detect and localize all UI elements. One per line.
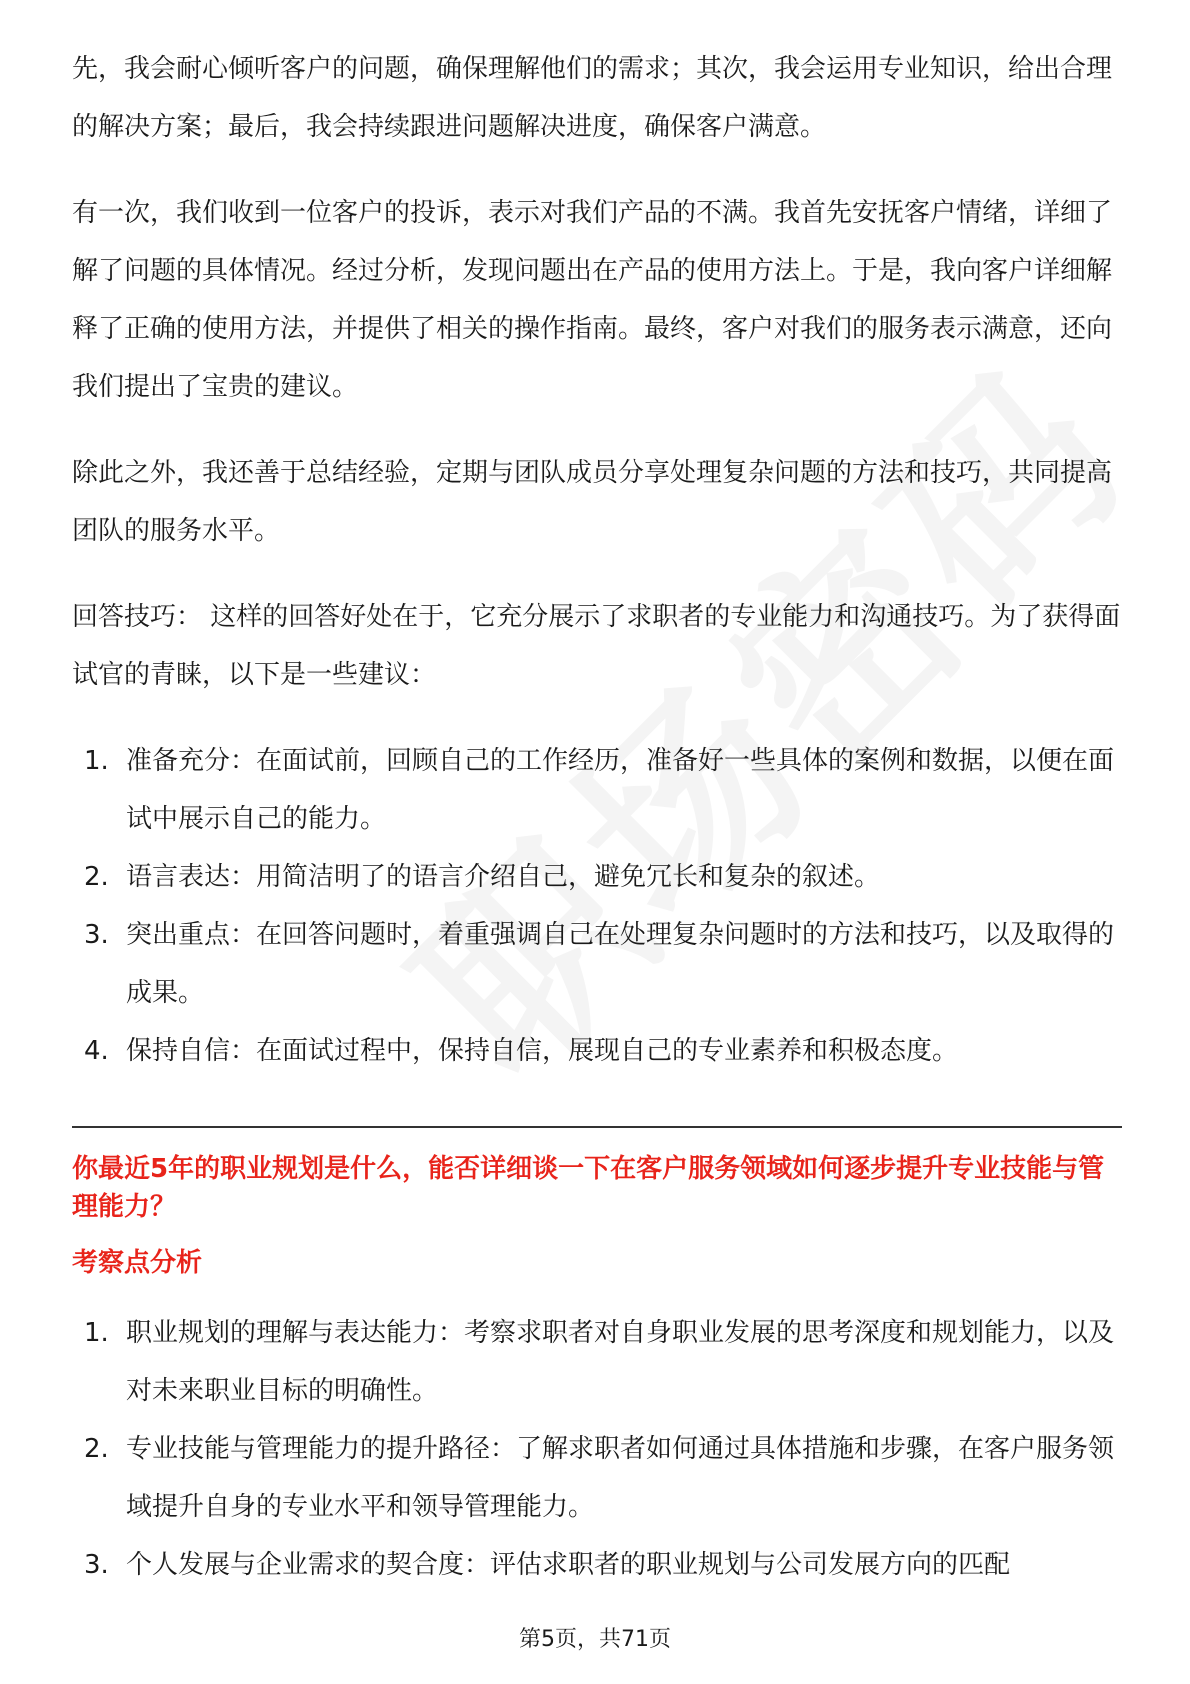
list-number: 4. <box>84 1036 109 1066</box>
list-number: 2. <box>84 862 109 892</box>
list-text: 准备充分：在面试前，回顾自己的工作经历，准备好一些具体的案例和数据，以便在面试中展示自己的能力。 <box>126 746 1115 834</box>
tips-list <box>72 732 1122 1080</box>
list-text: 语言表达：用简洁明了的语言介绍自己，避免冗长和复杂的叙述。 <box>126 862 881 892</box>
list-text: 职业规划的理解与表达能力：考察求职者对自身职业发展的思考深度和规划能力，以及对未来职业目标的明确性。 <box>126 1318 1115 1406</box>
list-text: 突出重点：在回答问题时，着重强调自己在处理复杂问题时的方法和技巧，以及取得的成果。 <box>126 920 1115 1008</box>
paragraph-4: 回答技巧： 这样的回答好处在于，它充分展示了求职者的专业能力和沟通技巧。为了获得面试官的青睐，以下是一些建议： <box>72 602 1121 690</box>
list-item <box>72 1304 1122 1420</box>
list-item <box>72 906 1122 1022</box>
section-title: 考察点分析 <box>72 1248 203 1278</box>
list-number: 3. <box>84 920 109 950</box>
list-number: 1. <box>84 746 109 776</box>
list-item <box>72 732 1122 848</box>
list-text: 个人发展与企业需求的契合度：评估求职者的职业规划与公司发展方向的匹配 <box>126 1550 1011 1580</box>
page-footer: 第5页，共71页 <box>519 1627 671 1652</box>
list-item <box>72 1022 1122 1080</box>
paragraph-2: 有一次，我们收到一位客户的投诉，表示对我们产品的不满。我首先安抚客户情绪，详细了解了问题的具体情况。经过分析，发现问题出在产品的使用方法上。于是，我向客户详细解释了正确的使用方法，并提供了相关的操作指南。最终，客户对我们的服务表示满意，还向我们提出了宝贵的建议。 <box>72 198 1113 402</box>
page-content <box>72 40 1122 1594</box>
list-item <box>72 1420 1122 1536</box>
section-divider <box>72 1126 1122 1128</box>
list-number: 3. <box>84 1550 109 1580</box>
paragraph-3: 除此之外，我还善于总结经验，定期与团队成员分享处理复杂问题的方法和技巧，共同提高团队的服务水平。 <box>72 458 1113 546</box>
list-text: 保持自信：在面试过程中，保持自信，展现自己的专业素养和积极态度。 <box>126 1036 959 1066</box>
paragraph-1: 先，我会耐心倾听客户的问题，确保理解他们的需求；其次，我会运用专业知识，给出合理的解决方案；最后，我会持续跟进问题解决进度，确保客户满意。 <box>72 54 1113 142</box>
list-number: 2. <box>84 1434 109 1464</box>
analysis-list <box>72 1304 1122 1594</box>
list-item <box>72 848 1122 906</box>
list-number: 1. <box>84 1318 109 1348</box>
list-text: 专业技能与管理能力的提升路径：了解求职者如何通过具体措施和步骤，在客户服务领域提升自身的专业水平和领导管理能力。 <box>126 1434 1115 1522</box>
list-item <box>72 1536 1122 1594</box>
interview-question: 你最近5年的职业规划是什么，能否详细谈一下在客户服务领域如何逐步提升专业技能与管理能力？ <box>72 1154 1105 1222</box>
